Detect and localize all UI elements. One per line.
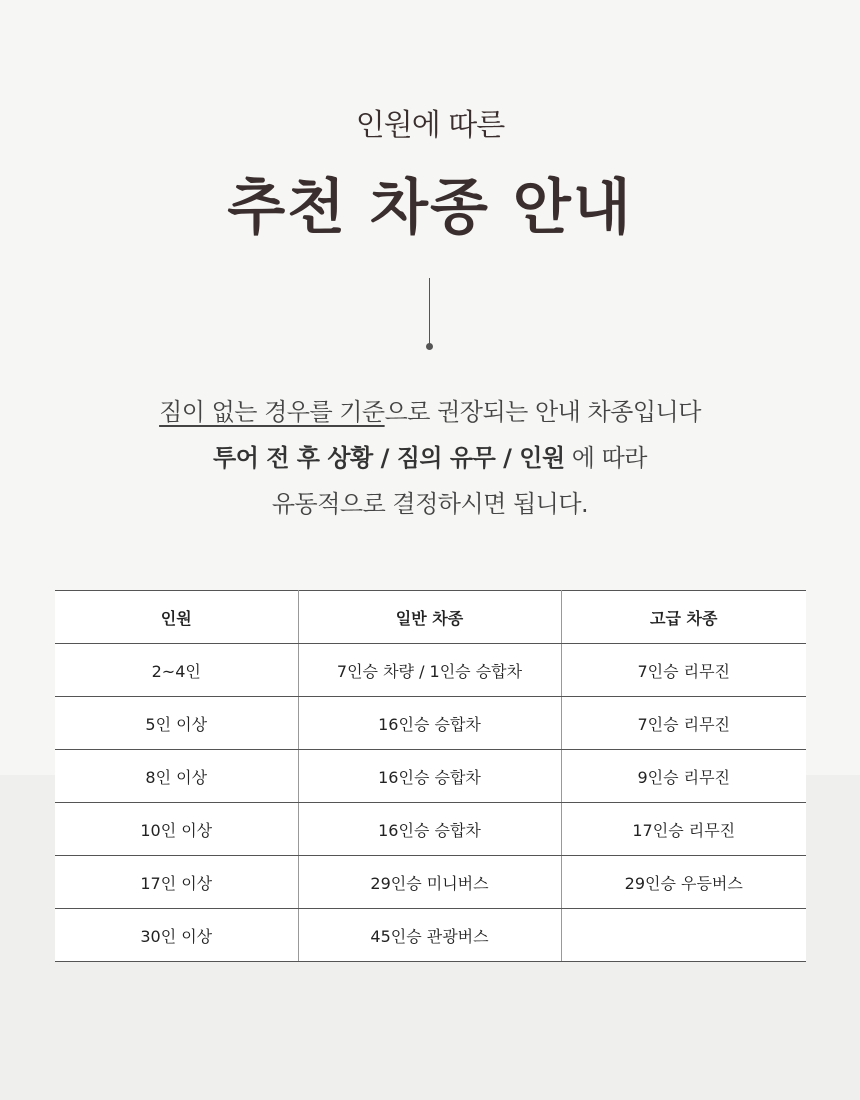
cell-people: 8인 이상 (55, 750, 298, 803)
table-row (55, 644, 806, 697)
vehicle-recommendation-table (55, 590, 806, 962)
page-subtitle: 인원에 따른 (355, 108, 505, 143)
table-row (55, 750, 806, 803)
cell-standard: 7인승 차량 / 1인승 승합차 (298, 644, 561, 697)
cell-people: 10인 이상 (55, 803, 298, 856)
cell-premium (561, 909, 806, 962)
cell-standard: 16인승 승합차 (298, 803, 561, 856)
description-line-1 (0, 392, 860, 427)
description-underlined: 짐이 없는 경우를 기준 (159, 398, 385, 426)
cell-people: 2~4인 (55, 644, 298, 697)
description-bold: 투어 전 후 상황 / 짐의 유무 / 인원 (213, 444, 565, 472)
table-header-row (55, 591, 806, 644)
cell-people: 17인 이상 (55, 856, 298, 909)
cell-standard: 16인승 승합차 (298, 697, 561, 750)
table-row (55, 697, 806, 750)
page-title: 추천 차종 안내 (227, 173, 633, 243)
description-line-1-rest: 으로 권장되는 안내 차종입니다 (384, 398, 701, 426)
table-row (55, 803, 806, 856)
table-row (55, 856, 806, 909)
divider-line (429, 278, 430, 344)
header-cell-standard: 일반 차종 (298, 591, 561, 644)
header-cell-people: 인원 (55, 591, 298, 644)
cell-standard: 29인승 미니버스 (298, 856, 561, 909)
cell-premium: 7인승 리무진 (561, 697, 806, 750)
cell-people: 30인 이상 (55, 909, 298, 962)
description-line-2 (0, 438, 860, 473)
table-row (55, 909, 806, 962)
cell-premium: 17인승 리무진 (561, 803, 806, 856)
cell-people: 5인 이상 (55, 697, 298, 750)
header-cell-premium: 고급 차종 (561, 591, 806, 644)
cell-standard: 45인승 관광버스 (298, 909, 561, 962)
divider-dot (426, 343, 433, 350)
description-line-2-rest: 에 따라 (564, 444, 647, 472)
cell-premium: 9인승 리무진 (561, 750, 806, 803)
cell-premium: 7인승 리무진 (561, 644, 806, 697)
cell-premium: 29인승 우등버스 (561, 856, 806, 909)
description-line-3: 유동적으로 결정하시면 됩니다. (271, 490, 589, 518)
cell-standard: 16인승 승합차 (298, 750, 561, 803)
